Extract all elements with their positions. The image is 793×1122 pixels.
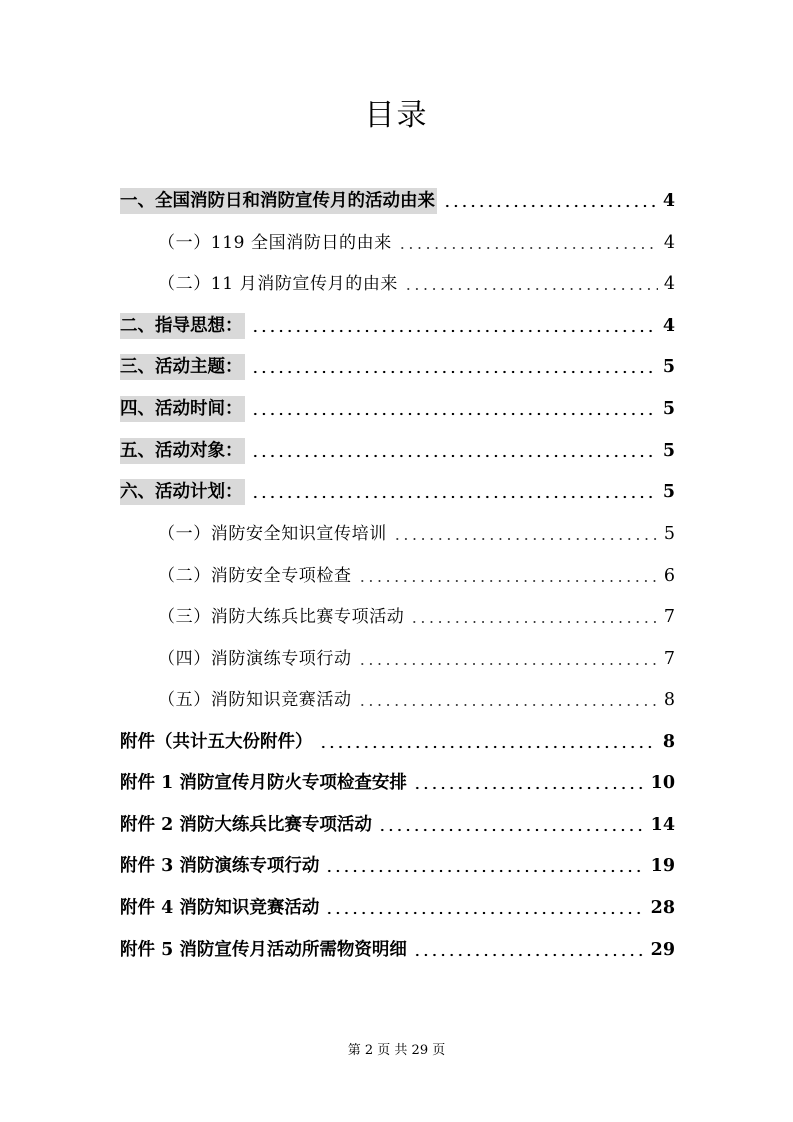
toc-entry[interactable]	[120, 477, 675, 507]
toc-entry[interactable]	[158, 269, 675, 299]
toc-entry[interactable]	[158, 644, 675, 674]
toc-dot-leader	[404, 287, 658, 291]
toc-entry-page: 8	[663, 690, 675, 710]
toc-dot-leader	[413, 953, 645, 957]
toc-entry-label: （四）消防演练专项行动	[158, 649, 352, 669]
toc-entry-label: 一、全国消防日和消防宣传月的活动由来	[120, 188, 437, 214]
toc-dot-leader	[251, 370, 657, 374]
toc-entry-page: 4	[662, 316, 675, 336]
page-title: 目录	[364, 98, 429, 133]
toc-entry-label: （五）消防知识竞赛活动	[158, 690, 352, 710]
toc-dot-leader	[319, 745, 657, 749]
toc-entry-label: 附件 2 消防大练兵比赛专项活动	[120, 815, 372, 835]
toc-entry-page: 10	[650, 773, 675, 793]
toc-dot-leader	[251, 495, 657, 499]
toc-entry-label: 二、指导思想：	[120, 313, 245, 339]
toc-entry[interactable]	[120, 935, 675, 965]
toc-entry[interactable]	[120, 768, 675, 798]
toc-entry-page: 28	[650, 898, 675, 918]
toc-entry-label: （三）消防大练兵比赛专项活动	[158, 607, 405, 627]
toc-entry-page: 6	[663, 566, 675, 586]
toc-dot-leader	[325, 869, 644, 873]
toc-entry-label: 四、活动时间：	[120, 396, 245, 422]
toc-dot-leader	[398, 246, 658, 250]
toc-dot-leader	[358, 662, 658, 666]
toc-dot-leader	[393, 537, 658, 541]
toc-entry[interactable]	[158, 519, 675, 549]
toc-entry-label: （一）消防安全知识宣传培训	[158, 524, 387, 544]
toc-dot-leader	[410, 620, 657, 624]
toc-dot-leader	[358, 703, 658, 707]
toc-entry-page: 5	[662, 441, 675, 461]
toc-entry[interactable]	[120, 810, 675, 840]
toc-dot-leader	[358, 579, 658, 583]
toc-entry-page: 4	[662, 191, 675, 211]
toc-entry[interactable]	[120, 352, 675, 382]
toc-entry-page: 4	[663, 233, 675, 253]
toc-entry-page: 14	[650, 815, 675, 835]
toc-entry-label: 附件（共计五大份附件）	[120, 732, 313, 752]
toc-entry-label: （二）消防安全专项检查	[158, 566, 352, 586]
toc-entry[interactable]	[120, 893, 675, 923]
toc-entry[interactable]	[158, 602, 675, 632]
toc-entry[interactable]	[158, 228, 675, 258]
toc-entry-page: 5	[662, 399, 675, 419]
toc-entry-page: 5	[663, 524, 675, 544]
toc-entry-page: 4	[663, 274, 675, 294]
toc-entry-label: 附件 3 消防演练专项行动	[120, 856, 320, 876]
toc-entry-page: 5	[662, 482, 675, 502]
page-footer: 第 2 页 共 29 页	[347, 1043, 446, 1058]
toc-dot-leader	[413, 786, 645, 790]
toc-entry-page: 29	[650, 940, 675, 960]
toc-entry-label: 附件 5 消防宣传月活动所需物资明细	[120, 940, 407, 960]
toc-entry[interactable]	[120, 394, 675, 424]
toc-entry[interactable]	[120, 727, 675, 757]
toc-entry[interactable]	[158, 561, 675, 591]
toc-entry-page: 7	[663, 649, 675, 669]
toc-entry-label: 附件 1 消防宣传月防火专项检查安排	[120, 773, 407, 793]
toc-entry-page: 5	[662, 357, 675, 377]
toc-entry-label: （二）11 月消防宣传月的由来	[158, 274, 399, 294]
toc-entry-label: （一）119 全国消防日的由来	[158, 233, 392, 253]
toc-entry[interactable]	[158, 685, 675, 715]
toc-entry-page: 7	[663, 607, 675, 627]
toc-dot-leader	[443, 204, 657, 208]
toc-entry-page: 8	[662, 732, 675, 752]
toc-dot-leader	[378, 828, 645, 832]
toc-entry[interactable]	[120, 436, 675, 466]
toc-entry-label: 五、活动对象：	[120, 438, 245, 464]
toc-dot-leader	[251, 329, 657, 333]
toc-entry[interactable]	[120, 186, 675, 216]
toc-entry[interactable]	[120, 311, 675, 341]
toc-entry-label: 六、活动计划：	[120, 479, 245, 505]
toc-dot-leader	[251, 454, 657, 458]
toc-entry-label: 三、活动主题：	[120, 354, 245, 380]
toc-entry-page: 19	[650, 856, 675, 876]
toc-dot-leader	[251, 412, 657, 416]
toc-entry-label: 附件 4 消防知识竞赛活动	[120, 898, 320, 918]
toc-dot-leader	[325, 911, 644, 915]
toc-entry[interactable]	[120, 851, 675, 881]
